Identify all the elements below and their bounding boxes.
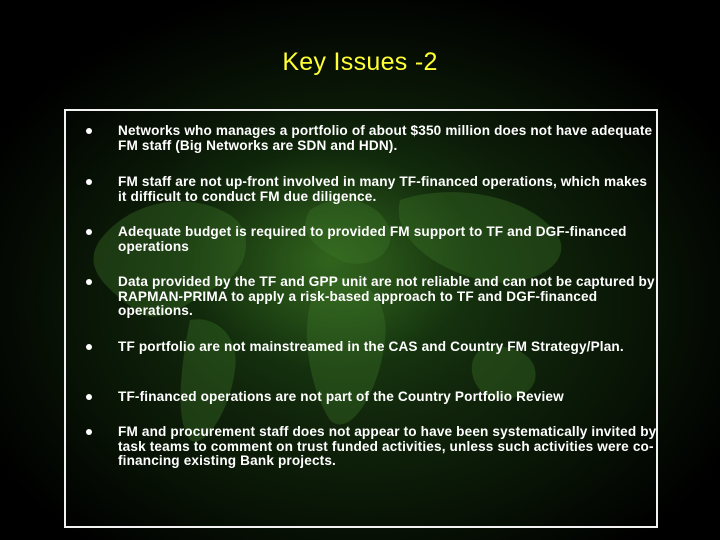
bullet-text: Data provided by the TF and GPP unit are not reliable and can not be captured by RAPMAN-PRIMA to apply a risk-based approach to TF and DGF-financed operations. [118,274,655,318]
bullet-icon [86,128,92,134]
bullet-icon [86,429,92,435]
bullet-icon [86,279,92,285]
bullet-text: Adequate budget is required to provided FM support to TF and DGF-financed operations [118,224,627,254]
bullet-icon [86,344,92,350]
bullet-text: FM and procurement staff does not appear to have been systematically invited by task teams to comment on trust funded activities, unless such activities were co-financing existing Bank projects. [118,424,657,468]
bullet-text: TF portfolio are not mainstreamed in the CAS and Country FM Strategy/Plan. [118,339,624,354]
bullet-icon [86,394,92,400]
bullet-icon [86,179,92,185]
bullet-text: TF-financed operations are not part of the Country Portfolio Review [118,389,564,404]
bullet-text: FM staff are not up-front involved in many TF-financed operations, which makes it difficult to conduct FM due diligence. [118,174,648,204]
bullet-icon [86,229,92,235]
slide-title: Key Issues -2 [282,48,438,76]
bullet-text: Networks who manages a portfolio of about $350 million does not have adequate FM staff (Big Networks are SDN and HDN). [118,123,653,153]
